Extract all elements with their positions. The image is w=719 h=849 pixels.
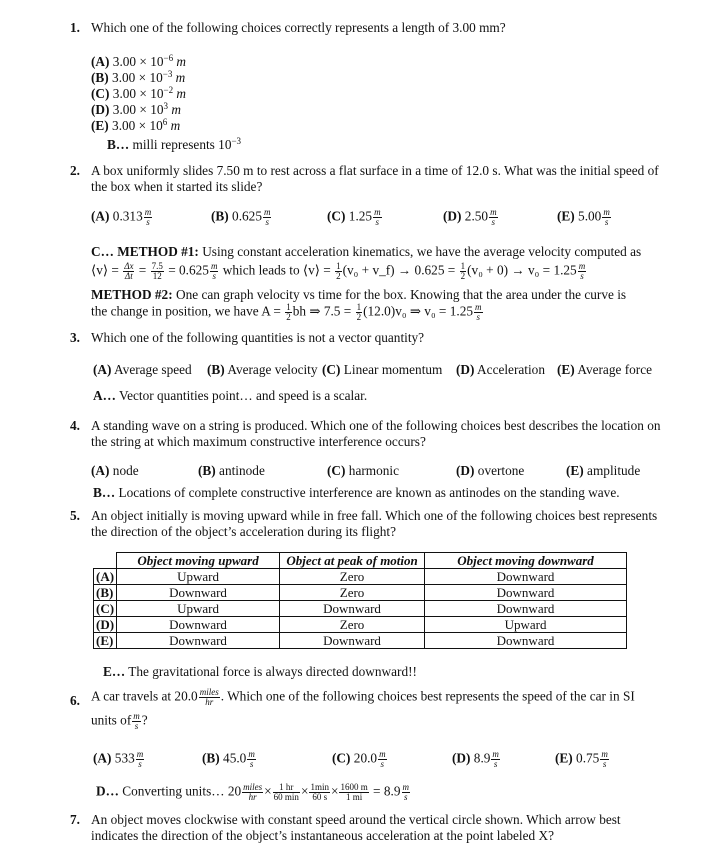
q6-times-3: × — [330, 783, 339, 799]
q2-choice[interactable] — [557, 208, 612, 227]
q5-table-cell: Upward — [117, 569, 280, 585]
q6-choice-label: (D) — [452, 750, 471, 766]
q5-table-cell: Zero — [280, 569, 425, 585]
q1-answer-text: milli represents 10 — [132, 137, 232, 152]
q5-table — [93, 552, 627, 649]
q5-table-row[interactable] — [94, 585, 627, 601]
q5-table-cell: Downward — [425, 601, 627, 617]
q6-conv-2: $\frac{1\min}{60 s}$ — [310, 782, 329, 802]
q2-choice-value: 2.50 — [461, 208, 489, 224]
q6-text-line1 — [91, 688, 635, 707]
q2-method2-text2: the change in position, we have A = — [91, 303, 281, 319]
q2-m2-eq-b: (12.0)v₀ ⇒ v₀ = 1.25 — [363, 303, 474, 319]
q6-text-c: units of — [91, 712, 132, 728]
q2-choice-unit: $\frac{m}{s}$ — [374, 207, 381, 227]
q5-header-downward: Object moving downward — [425, 553, 627, 569]
q6-choice-unit: $\frac{m}{s}$ — [379, 749, 386, 769]
q6-conv-1: $\frac{1 hr}{60 \min}$ — [273, 782, 299, 802]
q2-number: 2. — [70, 163, 80, 178]
q3-choice-text: Average force — [574, 362, 653, 377]
q5-table-cell: Downward — [425, 585, 627, 601]
q2-choice-label: (D) — [443, 208, 462, 224]
q3-answer-text: Vector quantities point… and speed is a scalar. — [119, 388, 368, 403]
q6-choice[interactable] — [452, 750, 501, 769]
q3-choice-text: Average velocity — [224, 362, 318, 377]
q2-m1-eq-d: (v₀ + v_f) → 0.625 = — [342, 262, 456, 278]
q4-answer-label: B… — [93, 485, 116, 500]
q1-choice-label: (A) — [91, 54, 110, 69]
q1-choice-value: 3.00 × 10 — [109, 102, 164, 117]
q2-choice-label: (C) — [327, 208, 346, 224]
q4-choice-text: node — [109, 463, 139, 478]
q1-choice-value: 3.00 × 10 — [108, 118, 163, 133]
q5-table-cell: Upward — [117, 601, 280, 617]
q6-choice-value: 45.0 — [219, 750, 247, 766]
q3-choice-label: (E) — [557, 362, 575, 377]
q1-number: 1. — [70, 20, 80, 35]
q4-choice-text: amplitude — [583, 463, 641, 478]
q1-choice-label: (D) — [91, 102, 110, 117]
q6-choice[interactable] — [555, 750, 610, 769]
q2-m2-eq-a: bh ⇒ 7.5 = — [292, 303, 352, 319]
q3-choice[interactable] — [456, 362, 545, 378]
q6-choice[interactable] — [93, 750, 145, 769]
q6-choice-value: 8.9 — [470, 750, 491, 766]
q5-header-peak: Object at peak of motion — [280, 553, 425, 569]
q1-choice[interactable] — [91, 69, 185, 86]
q4-choice-label: (E) — [566, 463, 584, 478]
q1-choice-exp: −3 — [162, 69, 173, 79]
q6-choice-value: 533 — [111, 750, 135, 766]
q4-choice[interactable] — [91, 463, 139, 479]
q7-number: 7. — [70, 812, 80, 827]
q2-text: A box uniformly slides 7.50 m to rest across a flat surface in a time of 12.0 s. What was the initial speed of the box when it started its slide? — [91, 163, 659, 194]
q1-text: Which one of the following choices correctly represents a length of 3.00 mm? — [91, 20, 506, 35]
q1-choice-unit: m — [168, 102, 181, 117]
q6-number: 6. — [70, 693, 80, 708]
q4-choice-label: (A) — [91, 463, 110, 478]
q5-table-cell: Downward — [425, 569, 627, 585]
q2-choice-label: (B) — [211, 208, 229, 224]
q4-text: A standing wave on a string is produced. Which one of the following choices best describes the location on the string at which maximum constructive interference occurs? — [91, 418, 661, 449]
q3-choice-text: Average speed — [111, 362, 192, 377]
q5-table-cell: Downward — [117, 633, 280, 649]
q1-answer-label: B… — [107, 137, 130, 152]
q3-text: Which one of the following quantities is not a vector quantity? — [91, 330, 425, 345]
q6-choice-unit: $\frac{m}{s}$ — [492, 749, 499, 769]
q6-text-b: . Which one of the following choices best represents the speed of the car in SI — [220, 688, 635, 704]
q6-choice-label: (C) — [332, 750, 351, 766]
q4-choice-label: (C) — [327, 463, 346, 478]
q5-row-label: (A) — [94, 569, 117, 585]
q2-m1-eq-e: (v₀ + 0) → v₀ = 1.25 — [467, 262, 577, 278]
q1-choice-exp: −6 — [163, 53, 174, 63]
q3-choice-label: (C) — [322, 362, 341, 377]
q6-choice-unit: $\frac{m}{s}$ — [601, 749, 608, 769]
q1-choice-label: (B) — [91, 70, 109, 85]
q2-choice[interactable] — [211, 208, 272, 227]
q5-table-cell: Downward — [280, 601, 425, 617]
q5-row-label: (E) — [94, 633, 117, 649]
q1-choice-unit: m — [173, 86, 187, 101]
q2-half-frac-2: $\frac{1}{2}$ — [460, 261, 466, 281]
q1-choice[interactable] — [91, 85, 186, 102]
q1-choice[interactable] — [91, 117, 180, 134]
q5-table-cell: Upward — [425, 617, 627, 633]
q1-choice-unit: m — [172, 70, 186, 85]
q3-choice[interactable] — [93, 362, 192, 378]
q6-choice[interactable] — [202, 750, 257, 769]
q1-choice[interactable] — [91, 53, 186, 70]
q5-answer-label: E… — [103, 664, 126, 679]
q2-unit-frac-2: $\frac{m}{s}$ — [578, 261, 586, 281]
q6-choice-label: (B) — [202, 750, 220, 766]
q5-table-cell: Downward — [117, 585, 280, 601]
q2-m1-eq-a: ⟨v⟩ = — [91, 262, 119, 278]
q1-choice[interactable] — [91, 101, 181, 118]
q1-answer-exp: −3 — [231, 136, 242, 146]
q6-times-2: × — [300, 783, 309, 799]
q2-method2-line2 — [91, 303, 484, 322]
q2-choice-label: (E) — [557, 208, 575, 224]
q3-choice[interactable] — [557, 362, 652, 378]
q7-text: An object moves clockwise with constant speed around the vertical circle shown. Which arrow best indicates the direction of the object’s instantaneous acceleration at the point labeled X? — [91, 812, 621, 843]
q2-unit-frac-1: $\frac{m}{s}$ — [210, 261, 218, 281]
q3-choice[interactable] — [322, 362, 442, 378]
q6-mph-frac: $\frac{\text{miles}}{hr}$ — [199, 687, 219, 707]
q6-times-1: × — [264, 783, 272, 799]
q6-text-line2 — [91, 712, 148, 731]
q2-m1-frac-dxdt: $\frac{\Delta x}{\Delta t}$ — [124, 261, 134, 281]
q6-choice-value: 20.0 — [350, 750, 378, 766]
q6-answer-text: Converting units… 20 — [122, 783, 242, 799]
q2-choice[interactable] — [327, 208, 383, 227]
q2-choice-unit: $\frac{m}{s}$ — [603, 207, 610, 227]
q2-m1-frac-values: $\frac{7.5}{12}$ — [151, 261, 163, 281]
q5-table-row[interactable] — [94, 617, 627, 633]
q3-choice-text: Linear momentum — [340, 362, 443, 377]
q5-table-cell: Downward — [117, 617, 280, 633]
q5-answer — [103, 664, 417, 680]
q2-method1-text: Using constant acceleration kinematics, we have the average velocity computed as — [202, 244, 642, 259]
q6-text-d: ? — [141, 712, 148, 728]
q6-choice-value: 0.75 — [572, 750, 600, 766]
q3-choice-text: Acceleration — [474, 362, 545, 377]
q4-choice[interactable] — [327, 463, 399, 479]
q4-choice-label: (B) — [198, 463, 216, 478]
q5-table-row[interactable] — [94, 569, 627, 585]
q2-choice-value: 1.25 — [345, 208, 373, 224]
q6-conv-mph: $\frac{\text{miles}}{hr}$ — [243, 782, 263, 802]
q5-table-cell: Downward — [425, 633, 627, 649]
q6-conv-3: $\frac{1600 m}{1 mi}$ — [340, 782, 368, 802]
q6-result-unit: $\frac{m}{s}$ — [402, 782, 409, 802]
q5-answer-text: The gravitational force is always directed downward!! — [128, 664, 417, 679]
q2-choice-label: (A) — [91, 208, 110, 224]
q4-answer-text: Locations of complete constructive interference are known as antinodes on the standing wave. — [118, 485, 620, 500]
q3-choice[interactable] — [207, 362, 318, 378]
q2-method2-label: METHOD #2: — [91, 287, 173, 302]
q1-choice-value: 3.00 × 10 — [109, 86, 164, 101]
q5-number: 5. — [70, 508, 80, 523]
q6-answer — [96, 783, 411, 802]
q5-table-row[interactable] — [94, 601, 627, 617]
q6-units-frac: $\frac{m}{s}$ — [133, 711, 140, 731]
q2-choice-value: 0.625 — [228, 208, 262, 224]
q2-choice-unit: $\frac{m}{s}$ — [144, 207, 152, 227]
q4-choice-text: overtone — [474, 463, 525, 478]
q1-choice-unit: m — [173, 54, 187, 69]
q5-row-label: (C) — [94, 601, 117, 617]
q5-table-header — [94, 553, 627, 569]
q2-m1-text2: which leads to ⟨v⟩ = — [222, 262, 331, 278]
q6-result: = 8.9 — [373, 783, 401, 799]
q5-table-row[interactable] — [94, 633, 627, 649]
q2-choice-unit: $\frac{m}{s}$ — [490, 207, 497, 227]
q4-choice[interactable] — [198, 463, 265, 479]
q2-choice-value: 5.00 — [574, 208, 602, 224]
q5-table-cell: Downward — [280, 633, 425, 649]
q3-number: 3. — [70, 330, 80, 345]
q5-text: An object initially is moving upward while in free fall. Which one of the following choices best represents the direction of the object’s acceleration during its flight? — [91, 508, 658, 539]
q6-choice-unit: $\frac{m}{s}$ — [136, 749, 144, 769]
q6-choice-label: (A) — [93, 750, 112, 766]
q6-choice-label: (E) — [555, 750, 573, 766]
q1-choice-exp: −2 — [163, 85, 174, 95]
q6-choice[interactable] — [332, 750, 388, 769]
q5-table-corner — [94, 553, 117, 569]
q1-choice-label: (C) — [91, 86, 110, 101]
q4-choice-label: (D) — [456, 463, 475, 478]
q1-choice-exp: 6 — [162, 117, 168, 127]
q5-header-upward: Object moving upward — [117, 553, 280, 569]
q3-answer-label: A… — [93, 388, 116, 403]
q2-method2-line1 — [91, 287, 626, 303]
q1-choice-exp: 3 — [163, 101, 169, 111]
q4-choice[interactable] — [566, 463, 640, 479]
q1-choice-value: 3.00 × 10 — [109, 54, 164, 69]
q4-choice-text: antinode — [215, 463, 265, 478]
q2-half-frac-3: $\frac{1}{2}$ — [286, 302, 291, 322]
q2-choice[interactable] — [443, 208, 499, 227]
q3-choice-label: (D) — [456, 362, 475, 377]
q4-choice[interactable] — [456, 463, 524, 479]
q5-row-label: (B) — [94, 585, 117, 601]
q2-method1-line1 — [91, 244, 641, 260]
q2-half-frac-4: $\frac{1}{2}$ — [356, 302, 362, 322]
q2-half-frac-1: $\frac{1}{2}$ — [336, 261, 341, 281]
q2-m1-eq-b: = — [138, 262, 147, 278]
q3-choice-label: (A) — [93, 362, 112, 377]
q2-unit-frac-3: $\frac{m}{s}$ — [475, 302, 482, 322]
q3-choice-label: (B) — [207, 362, 225, 377]
q6-text-a: A car travels at 20.0 — [91, 688, 198, 704]
q6-choice-unit: $\frac{m}{s}$ — [248, 749, 255, 769]
q4-choice-text: harmonic — [345, 463, 400, 478]
q2-choice-unit: $\frac{m}{s}$ — [263, 207, 271, 227]
q1-choice-value: 3.00 × 10 — [108, 70, 163, 85]
q5-table-cell: Zero — [280, 617, 425, 633]
q5-table-cell: Zero — [280, 585, 425, 601]
q1-choice-label: (E) — [91, 118, 109, 133]
q2-answer-label: C… METHOD #1: — [91, 244, 199, 259]
q1-choice-unit: m — [167, 118, 181, 133]
q6-answer-label: D… — [96, 783, 119, 799]
q2-method1-line2 — [91, 262, 587, 281]
q2-m1-eq-c: = 0.625 — [168, 262, 209, 278]
q2-choice-value: 0.313 — [109, 208, 143, 224]
q4-number: 4. — [70, 418, 80, 433]
q1-answer — [107, 136, 241, 153]
q2-choice[interactable] — [91, 208, 153, 227]
q3-answer — [93, 388, 367, 404]
q5-row-label: (D) — [94, 617, 117, 633]
q4-answer — [93, 485, 620, 501]
q2-method2-text: One can graph velocity vs time for the box. Knowing that the area under the curve is — [175, 287, 627, 302]
